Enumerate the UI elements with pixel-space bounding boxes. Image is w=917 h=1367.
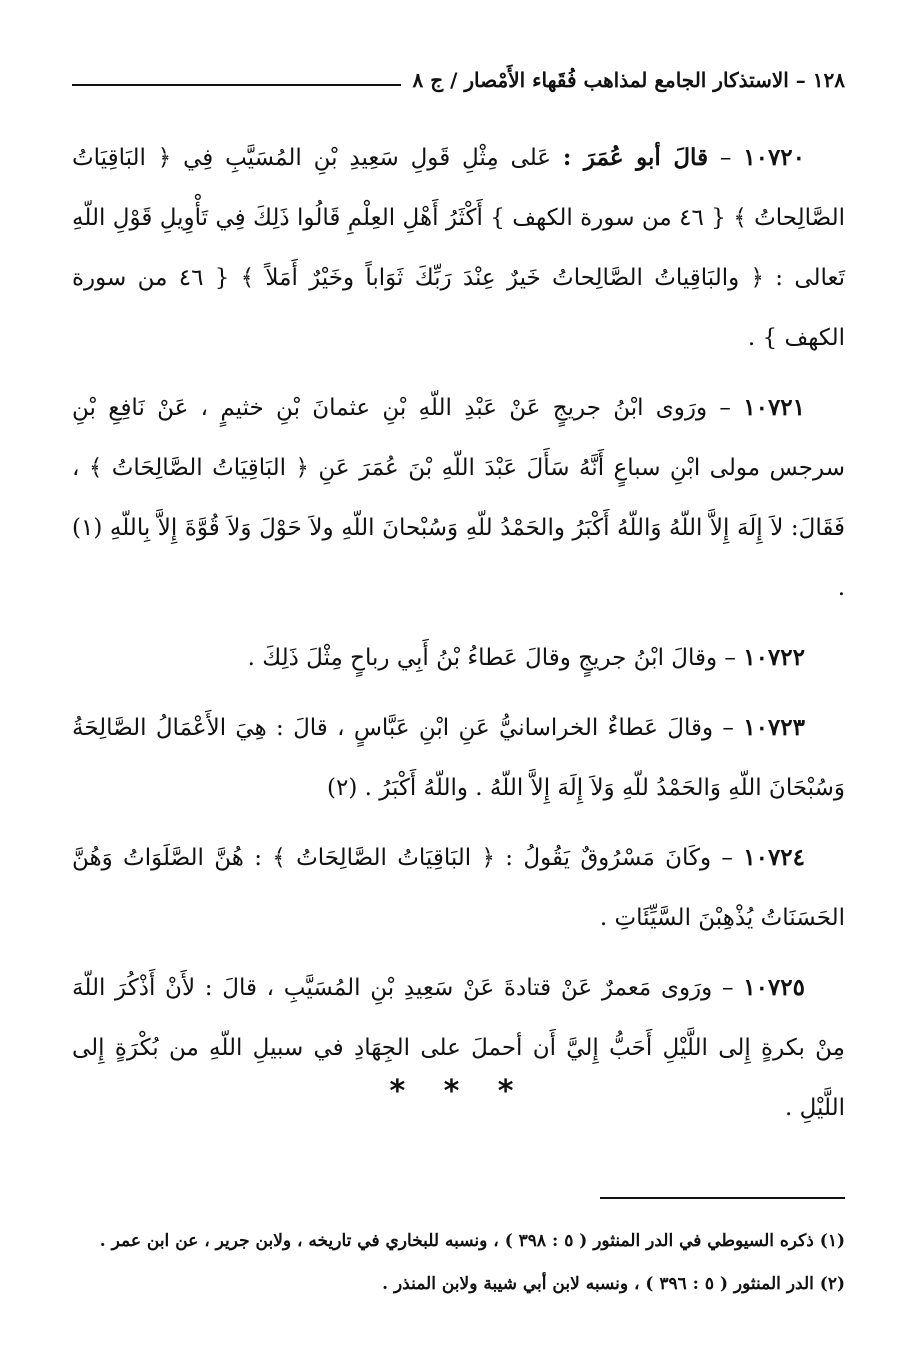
paragraph bbox=[72, 128, 845, 368]
dash: – bbox=[711, 845, 733, 871]
paragraph-number: ١٠٧٢٤ bbox=[743, 844, 806, 871]
paragraph-number: ١٠٧٢٢ bbox=[743, 644, 805, 671]
paragraph-text: ورَوى ابْنُ جريجٍ عَنْ عَبْدِ اللّهِ بْنِ عثمانَ بْنِ خثيمٍ ، عَنْ نَافِعِ بْنِ سرجس مولى ابْنِ سباعٍ أَنَّهُ سَأَلَ عَبْدَ اللّهِ بْنَ عُمَرَ عَنِ ﴿ البَاقِيَاتُ الصَّالِحَاتُ ﴾ ، فَقَالَ: لاَ إِلَهَ إِلاَّ اللّهُ وَاللّهُ أَكْبَرُ والحَمْدُ للّهِ وَسُبْحانَ اللّهِ ولاَ حَوْلَ وَلاَ قُوَّةَ إِلاَّ بِاللّهِ (١) . bbox=[72, 395, 845, 601]
paragraph-speaker: قالَ أبو عُمَرَ : bbox=[562, 144, 709, 171]
paragraph-number: ١٠٧٢٥ bbox=[743, 974, 805, 1001]
paragraph bbox=[72, 378, 845, 618]
footnotes bbox=[72, 1222, 845, 1308]
running-header bbox=[72, 46, 845, 92]
footnote: (١) ذكره السيوطي في الدر المنثور ( ٥ : ٣٩٨ ) ، ونسبه للبخاري في تاريخه ، ولابن جرير ، عن ابن عمر . bbox=[99, 1231, 845, 1251]
dash: – bbox=[717, 645, 736, 671]
dash: – bbox=[713, 715, 734, 741]
paragraph-number: ١٠٧٢٠ bbox=[743, 144, 806, 171]
paragraph-text: ورَوى مَعمرٌ عَنْ قتادةَ عَنْ سَعِيدِ بْنِ المُسَيَّبِ ، قالَ : لأَنْ أَذْكُرَ اللّهَ مِنْ بكرةٍ إِلى اللَّيْلِ أَحَبُّ إِليَّ أَن أحملَ على الجِهَادِ في سبيلِ اللّهِ من بُكْرَةٍ إِلى اللَّيْلِ . bbox=[72, 975, 845, 1121]
section-separator: * * * bbox=[389, 1074, 528, 1109]
header-rule bbox=[72, 84, 401, 86]
paragraph bbox=[72, 828, 845, 948]
paragraph-text: وقالَ ابْنُ جريجٍ وقالَ عَطاءُ بْنُ أَبِي رباحٍ مِثْلَ ذَلِكَ . bbox=[247, 645, 718, 671]
paragraph-text: عَلى مِثْلِ قَولِ سَعِيدِ بْنِ المُسَيَّبِ فِي ﴿ البَاقِيَاتُ الصَّالِحاتُ ﴾ { ٤٦ من سورة الكهف } أَكْثَرُ أَهْلِ العِلْمِ قَالُوا ذَلِكَ فِي تَأْوِيلِ قَوْلِ اللّهِ تَعالى : ﴿ والبَاقِياتُ الصَّالِحاتُ خَيرٌ عِنْدَ رَبِّكَ ثَوَاباً وخَيْرٌ أَمَلاً ﴾ { ٤٦ من سورة الكهف } . bbox=[72, 145, 845, 351]
running-title: ١٢٨ – الاستذكار الجامع لمذاهب فُقَهاء الأَمْصار / ج ٨ bbox=[412, 68, 845, 92]
paragraph-text: وقالَ عَطاءٌ الخراسانيُّ عَنِ ابْنِ عَبَّاسٍ ، قالَ : هِيَ الأَعْمَالُ الصَّالِحَةُ وَسُبْحَانَ اللّهِ وَالحَمْدُ للّهِ وَلاَ إِلَهَ إِلاَّ اللّهُ . واللّهُ أَكْبَرُ . (٢) bbox=[72, 715, 845, 801]
paragraph bbox=[72, 958, 845, 1138]
footnote: (٢) الدر المنثور ( ٥ : ٣٩٦ ) ، ونسبه لابن أبي شيبة ولابن المنذر . bbox=[382, 1274, 845, 1294]
dash: – bbox=[708, 145, 732, 171]
paragraph-number: ١٠٧٢١ bbox=[743, 394, 806, 421]
dash: – bbox=[707, 395, 731, 421]
paragraph bbox=[72, 698, 845, 818]
paragraph bbox=[72, 628, 845, 688]
paragraph-text: وكَانَ مَسْرُوقٌ يَقُولُ : ﴿ البَاقِيَاتُ الصَّالِحَاتُ ﴾ : هُنَّ الصَّلَوَاتُ وَهُنَّ الحَسَنَاتُ يُذْهِبْنَ السَّيِّئَاتِ . bbox=[72, 845, 845, 931]
main-text bbox=[72, 128, 845, 1148]
paragraph-number: ١٠٧٢٣ bbox=[743, 714, 805, 741]
dash: – bbox=[712, 975, 734, 1001]
footnote-rule bbox=[600, 1197, 845, 1199]
